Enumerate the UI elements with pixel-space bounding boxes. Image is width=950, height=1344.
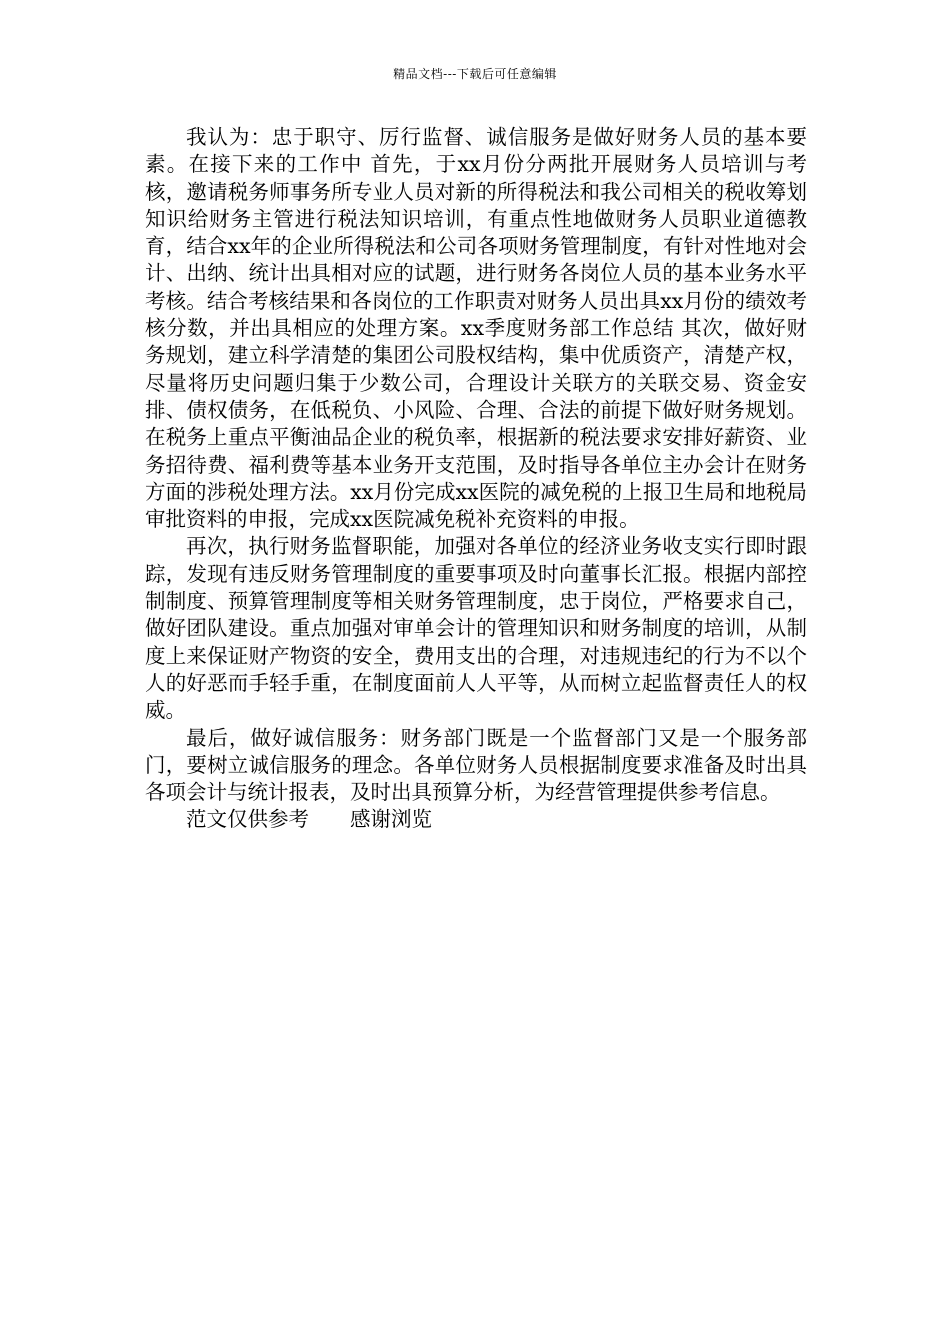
paragraph: 我认为：忠于职守、厉行监督、诚信服务是做好财务人员的基本要素。在接下来的工作中 首先，于xx月份分两批开展财务人员培训与考核，邀请税务师事务所专业人员对新的所得税法和我公司相关的税收筹划知识给财务主管进行税法知识培训，有重点性地做财务人员职业道德教育，结合xx年的企业所得税法和公司各项财务管理制度，有针对性地对会计、出纳、统计出具相对应的试题，进行财务各岗位人员的基本业务水平考核。结合考核结果和各岗位的工作职责对财务人员出具xx月份的绩效考核分数，并出具相应的处理方案。xx季度财务部工作总结 其次，做好财务规划，建立科学清楚的集团公司股权结构，集中优质资产，清楚产权，尽量将历史问题归集于少数公司，合理设计关联方的关联交易、资金安排、债权债务，在低税负、小风险、合理、合法的前提下做好财务规划。在税务上重点平衡油品企业的税负率，根据新的税法要求安排好薪资、业务招待费、福利费等基本业务开支范围，及时指导各单位主办会计在财务方面的涉税处理方法。xx月份完成xx医院的减免税的上报卫生局和地税局审批资料的申报，完成xx医院减免税补充资料的申报。 [145,125,807,532]
document-body [145,124,807,834]
paragraph: 最后，做好诚信服务：财务部门既是一个监督部门又是一个服务部门，要树立诚信服务的理念。各单位财务人员根据制度要求准备及时出具各项会计与统计报表，及时出具预算分析，为经营管理提供参考信息。 [145,725,807,805]
paragraph: 再次，执行财务监督职能，加强对各单位的经济业务收支实行即时跟踪，发现有违反财务管理制度的重要事项及时向董事长汇报。根据内部控制制度、预算管理制度等相关财务管理制度，忠于岗位，严格要求自己，做好团队建设。重点加强对审单会计的管理知识和财务制度的培训，从制度上来保证财产物资的安全，费用支出的合理，对违规违纪的行为不以个人的好恶而手轻手重，在制度面前人人平等，从而树立起监督责任人的权威。 [145,534,807,723]
footer-note: 范文仅供参考 感谢浏览 [186,807,432,832]
page-header: 精品文档---下载后可任意编辑 [393,67,557,81]
